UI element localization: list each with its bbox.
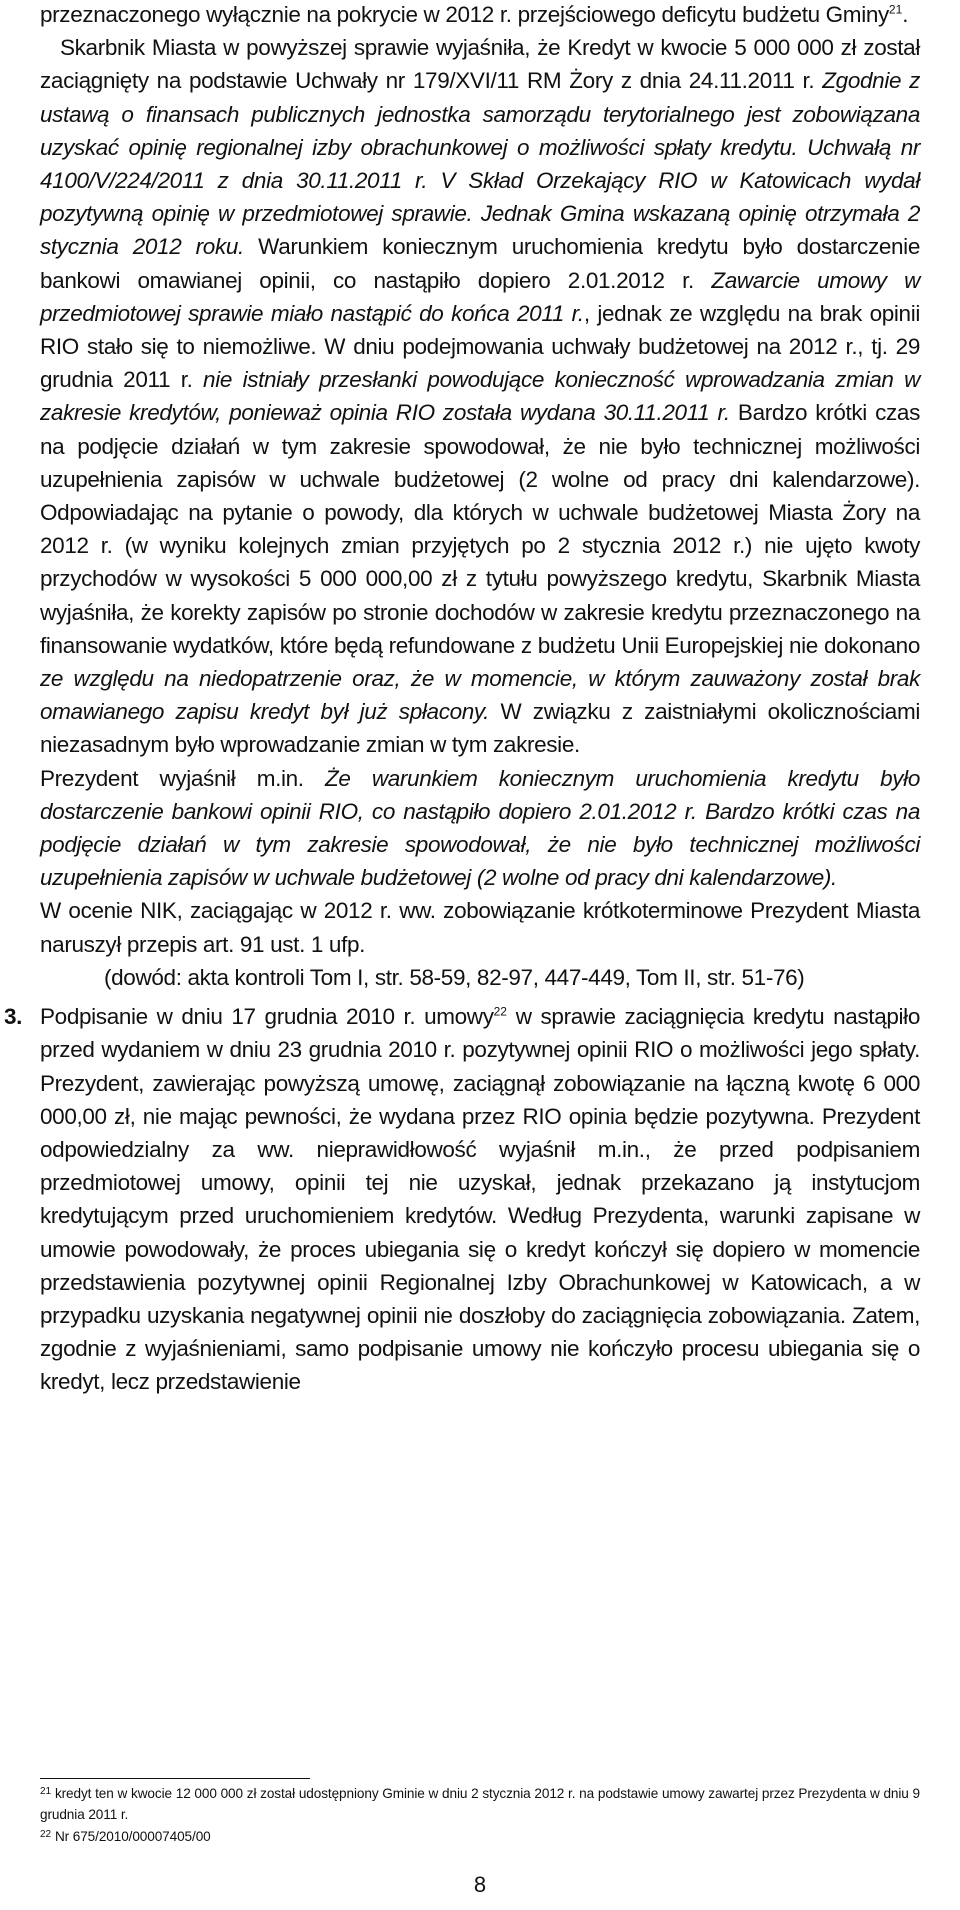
page-number: 8 bbox=[473, 1872, 487, 1897]
text-run-italic: Zgodnie z ustawą o finansach publicznych jednostka samorządu terytorialnego jest zobowiązana uzyskać opinię regionalnej izby obrachunkowej o możliwości spłaty kredytu. Uchwałą nr 4100/V/224/2011 z dnia 30.11.2011 r. V Skład Orzekający RIO w Katowicach wydał pozytywną opinię w przedmiotowej sprawie. Jednak Gmina wskazaną opinię otrzymała 2 stycznia 2012 roku. bbox=[40, 68, 920, 260]
footnotes bbox=[40, 1782, 920, 1848]
text-run: przeznaczonego wyłącznie na pokrycie w 2012 r. przejściowego deficytu budżetu Gminy bbox=[40, 2, 889, 27]
text-run: Podpisanie w dniu 17 grudnia 2010 r. umowy bbox=[40, 1004, 494, 1030]
footnote-number: 21 bbox=[40, 1786, 51, 1797]
text-run: Warunkiem koniecznym uruchomienia kredytu było dostarczenie bankowi omawianej opinii, co nastąpiło dopiero 2.01.2012 r. bbox=[40, 234, 920, 293]
text-run-italic: ze względu na niedopatrzenie oraz, że w momencie, w którym zauważony został brak omawianego zapisu kredyt był już spłacony. bbox=[40, 666, 920, 725]
item-number: 3. bbox=[4, 1004, 23, 1030]
text-run: Odpowiadając na pytanie o powody, dla których w uchwale budżetowej Miasta Żory na 2012 r. (w wyniku kolejnych zmian przyjętych po 2 stycznia 2012 r.) nie ujęto kwoty przychodów w wysokości 5 000 000,00 zł z tytułu powyższego kredytu, Skarbnik Miasta wyjaśniła, że korekty zapisów po stronie dochodów w zakresie kredytu przeznaczonego na finansowanie wydatków, które będą refundowane z budżetu Unii Europejskiej nie dokonano bbox=[40, 500, 920, 658]
footnote bbox=[40, 1825, 920, 1848]
body-text bbox=[4, 0, 921, 1399]
footnote-ref[interactable]: 22 bbox=[493, 1004, 507, 1019]
footnote bbox=[40, 1782, 920, 1825]
footnote-separator bbox=[40, 1778, 310, 1779]
text-run: W związku z zaistniałymi okolicznościami niezasadnym było wprowadzanie zmian w tym zakresie. bbox=[40, 699, 920, 758]
text-run-italic: Że warunkiem koniecznym uruchomienia kredytu było dostarczenie bankowi opinii RIO, co nastąpiło dopiero 2.01.2012 r. Bardzo krótki czas na podjęcie działań w tym zakresie spowodował, że nie było technicznej możliwości uzupełnienia zapisów w uchwale budżetowej (2 wolne od pracy dni kalendarzowe). bbox=[40, 765, 920, 891]
paragraph-nik-assessment: W ocenie NIK, zaciągając w 2012 r. ww. zobowiązanie krótkoterminowe Prezydent Miasta naruszył przepis art. 91 ust. 1 ufp. bbox=[40, 898, 920, 957]
footnote-text: kredyt ten w kwocie 12 000 000 zł został udostępniony Gminie w dniu 2 stycznia 2012 r. na podstawie umowy zawartej przez Prezydenta w dniu 9 grudnia 2011 r. bbox=[40, 1786, 920, 1822]
numbered-item-3 bbox=[4, 1000, 920, 1398]
paragraph-treasurer-explanation bbox=[40, 31, 920, 761]
paragraph-president-explanation bbox=[40, 762, 920, 895]
paragraph-continuation bbox=[40, 0, 920, 31]
text-run: Skarbnik Miasta w powyższej sprawie wyjaśniła, że Kredyt w kwocie 5 000 000 zł został zaciągnięty na podstawie Uchwały nr 179/XVI/11 RM Żory z dnia 24.11.2011 r. bbox=[40, 35, 920, 94]
evidence-reference: (dowód: akta kontroli Tom I, str. 58-59, 82-97, 447-449, Tom II, str. 51-76) bbox=[104, 964, 805, 990]
footnote-text: Nr 675/2010/00007405/00 bbox=[54, 1829, 211, 1844]
text-run: w sprawie zaciągnięcia kredytu nastąpiło przed wydaniem w dniu 23 grudnia 2010 r. pozytywnej opinii RIO o możliwości jego spłaty. Prezydent, zawierając powyższą umowę, zaciągnął zobowiązanie na łączną kwotę 6 000 000,00 zł, nie mając pewności, że wydana przez RIO opinia będzie pozytywna. Prezydent odpowiedzialny za ww. nieprawidłowość wyjaśnił m.in., że przed podpisaniem przedmiotowej umowy, opinii tej nie uzyskał, jednak przekazano ją instytucjom kredytującym przed uruchomieniem kredytów. Według Prezydenta, warunki zapisane w umowie powodowały, że proces ubiegania się o kredyt kończył się dopiero w momencie przedstawienia pozytywnej opinii Regionalnej Izby Obrachunkowej w Katowicach, a w przypadku uzyskania negatywnej opinii nie doszłoby do zaciągnięcia zobowiązania. Zatem, zgodnie z wyjaśnieniami, samo podpisanie umowy nie kończyło procesu ubiegania się o kredyt, lecz przedstawienie bbox=[40, 1004, 920, 1395]
text-run: . bbox=[902, 2, 909, 27]
footnote-ref[interactable]: 21 bbox=[888, 2, 903, 17]
text-run: , jednak ze względu na brak opinii RIO stało się to niemożliwe. W dniu podejmowania uchwały budżetowej na 2012 r., tj. 29 grudnia 2011 r. bbox=[40, 300, 921, 393]
footnote-number: 22 bbox=[40, 1829, 51, 1840]
text-run: Bardzo krótki czas na podjęcie działań w tym zakresie spowodował, że nie było technicznej możliwości uzupełnienia zapisów w uchwale budżetowej (2 wolne od pracy dni kalendarzowe). bbox=[40, 400, 920, 492]
text-run: Prezydent wyjaśnił m.in. bbox=[40, 765, 325, 791]
text-run-italic: nie istniały przesłanki powodujące konieczność wprowadzania zmian w zakresie kredytów, ponieważ opinia RIO została wydana 30.11.2011 r. bbox=[40, 367, 920, 426]
text-run-italic: Zawarcie umowy w przedmiotowej sprawie miało nastąpić do końca 2011 r. bbox=[40, 267, 920, 326]
